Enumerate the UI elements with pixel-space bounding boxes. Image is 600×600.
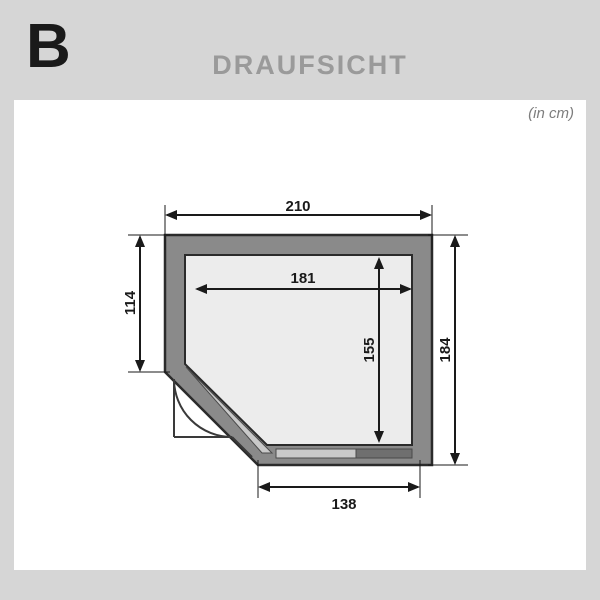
dimension-left-114	[122, 235, 170, 372]
dim-label-210: 210	[285, 198, 311, 215]
arrow-184-top	[450, 235, 460, 247]
dim-label-114: 114	[122, 290, 139, 316]
arrow-138-left	[258, 482, 270, 492]
dim-label-184: 184	[437, 337, 454, 363]
unit-note: (in cm)	[528, 105, 574, 122]
arrow-114-top	[135, 235, 145, 247]
arrow-top-right	[420, 210, 432, 220]
arrow-184-bottom	[450, 453, 460, 465]
dim-label-155: 155	[361, 337, 378, 363]
arrow-114-bottom	[135, 360, 145, 372]
bench-bottom	[276, 449, 356, 458]
dim-label-181: 181	[290, 270, 316, 287]
arrow-top-left	[165, 210, 177, 220]
bench-bottom-dark	[356, 449, 412, 458]
dimension-bottom-138	[258, 460, 420, 513]
panel-letter-badge: B	[26, 12, 70, 81]
arrow-138-right	[408, 482, 420, 492]
dim-label-138: 138	[331, 496, 357, 513]
dimension-right-184	[428, 235, 468, 465]
page-title: DRAUFSICHT	[212, 50, 408, 80]
